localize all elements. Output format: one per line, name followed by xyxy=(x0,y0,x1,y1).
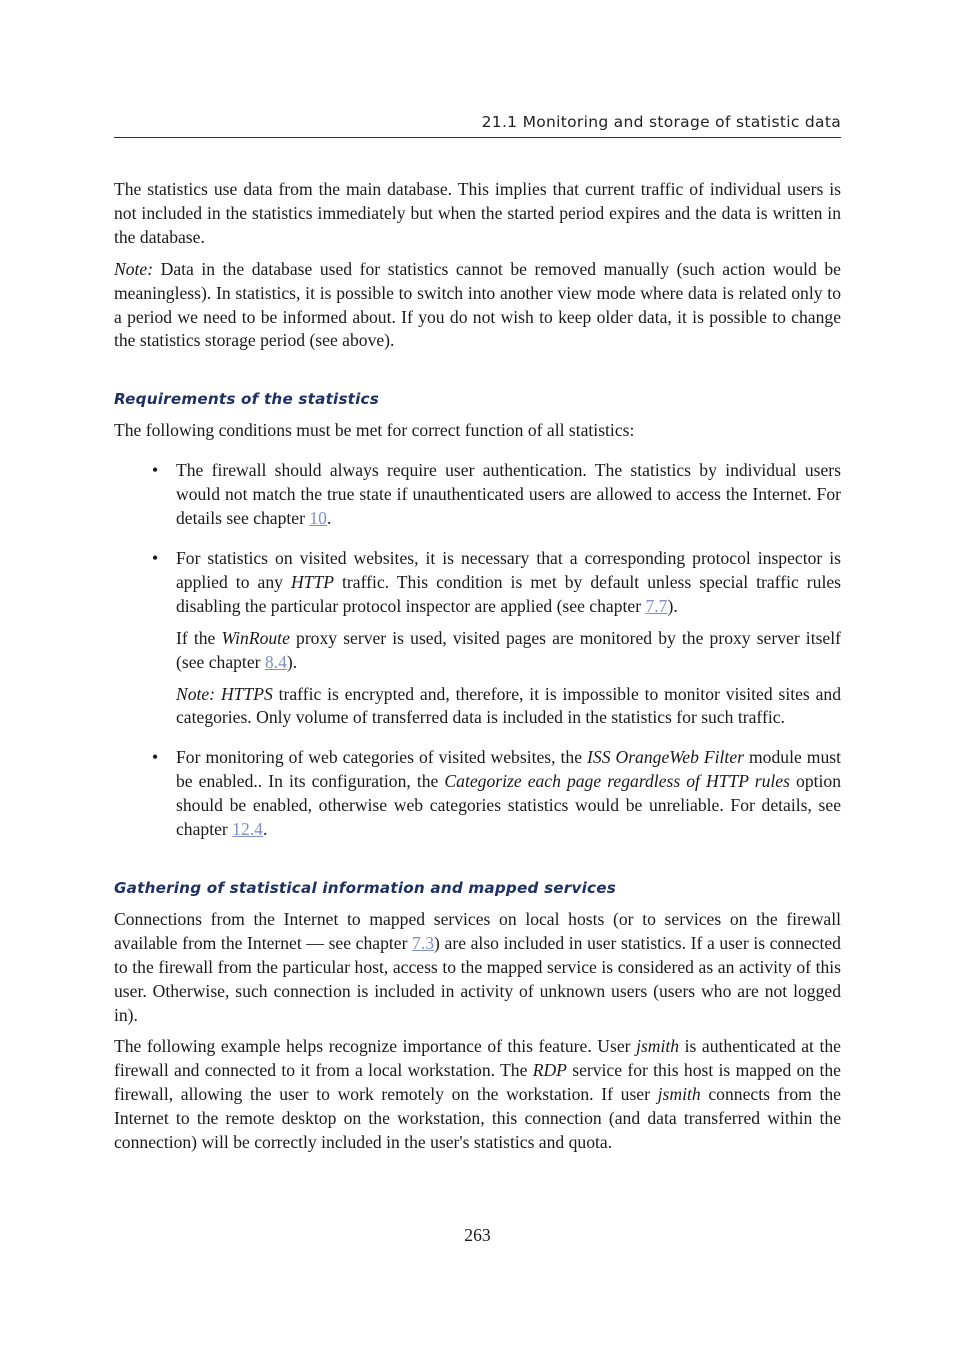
note-label: Note: xyxy=(114,258,154,279)
page-content xyxy=(114,178,841,1155)
chapter-link[interactable]: 8.4 xyxy=(264,651,287,672)
gathering-paragraph-2: The following example helps recognize importance of this feature. User jsmith is authenticated at the firewall and connected to it from a local workstation. The RDP service for this host is mapped on the firewall, allowing the user to work remotely on the workstation. If user jsmith connects from the Internet to the remote desktop on the workstation, this connection (and data transferred within the connection) will be correctly included in the user's statistics and quota. xyxy=(114,1036,841,1153)
note-text: Data in the database used for statistics cannot be removed manually (such action would be meaningless). In statistics, it is possible to switch into another view mode where data is related only to a period we need to be informed about. If you do not wish to keep older data, it is possible to change the statistics storage period (see above). xyxy=(114,258,841,351)
requirements-heading: Requirements of the statistics xyxy=(114,390,379,409)
item-authentication: • The firewall should always require user authentication. The statistics by individual users would not match the true state if unauthenticated users are allowed to access the Internet. For details see chapter 10. xyxy=(176,460,841,529)
note-paragraph xyxy=(114,258,841,354)
item-web-categories: • For monitoring of web categories of visited websites, the ISS OrangeWeb Filter module must be enabled.. In its configuration, the Categorize each page regardless of HTTP rules option should be enabled, otherwise web categories statistics would be unreliable. For details, see chapter 12.4. xyxy=(176,747,841,840)
requirements-lead: The following conditions must be met for correct function of all statistics: xyxy=(114,420,635,441)
gathering-heading: Gathering of statistical information and mapped services xyxy=(114,878,616,897)
chapter-link[interactable]: 10 xyxy=(309,508,327,529)
list-item xyxy=(114,746,841,842)
chapter-link[interactable]: 7.3 xyxy=(412,932,435,953)
gathering-paragraph-1: Connections from the Internet to mapped services on local hosts (or to services on the firewall available from the Internet — see chapter 7.3) are also included in user statistics. If a user is connected to the firewall from the particular host, access to the mapped service is considered as an activity of this user. Otherwise, such connection is included in activity of unknown users (users who are not logged in). xyxy=(114,908,841,1025)
header-rule xyxy=(114,137,841,138)
page-number: 263 xyxy=(464,1225,491,1245)
intro-paragraph: The statistics use data from the main database. This implies that current traffic of individual users is not included in the statistics immediately but when the started period expires and the data is written in the database. xyxy=(114,179,841,247)
chapter-link[interactable]: 12.4 xyxy=(232,819,263,840)
running-header: 21.1 Monitoring and storage of statistic data xyxy=(481,113,841,131)
item-protocol-inspector: • For statistics on visited websites, it is necessary that a corresponding protocol inspector is applied to any HTTP traffic. This condition is met by default unless special traffic rules disabling the particular protocol inspector are applied (see chapter 7.7). xyxy=(176,547,841,616)
list-item xyxy=(114,459,841,531)
list-item xyxy=(114,547,841,730)
chapter-link[interactable]: 7.7 xyxy=(645,595,668,616)
item-proxy-server: If the WinRoute proxy server is used, visited pages are monitored by the proxy server itself (see chapter 8.4). xyxy=(176,627,841,672)
item-https-note: Note: HTTPS traffic is encrypted and, therefore, it is impossible to monitor visited sites and categories. Only volume of transferred data is included in the statistics for such traffic. xyxy=(176,683,841,728)
requirements-list xyxy=(114,459,841,842)
